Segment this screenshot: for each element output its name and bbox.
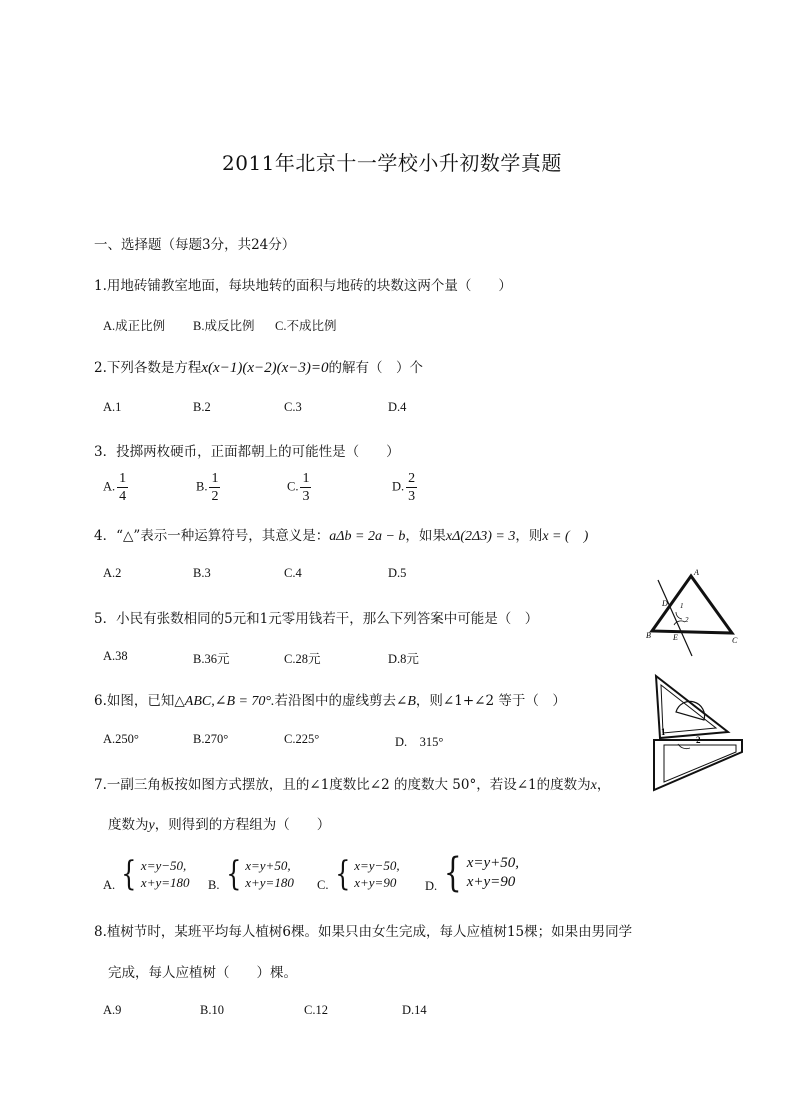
q5-option-c: C.28元 (284, 652, 321, 666)
q6-option-d: D. 315° (395, 735, 444, 749)
q7-option-a: A. { x=y−50, x+y=180 (103, 854, 190, 894)
label-a: A (694, 568, 699, 577)
q1-option-b: B.成反比例 (193, 319, 255, 333)
set-squares-figure (650, 672, 750, 794)
question-2 (94, 356, 423, 377)
label-angle-2: 2 (685, 616, 689, 624)
question-3: 3．投掷两枚硬币，正面都朝上的可能性是（ ） (94, 444, 400, 460)
equation-system: { x=y−50, x+y=90 (334, 854, 400, 894)
question-8-line2: 完成，每人应植树（ ）棵。 (108, 965, 297, 981)
q1-option-c: C.不成比例 (275, 319, 337, 333)
section-header: 一、选择题（每题3分，共24分） (94, 237, 296, 253)
q2-option-c: C.3 (284, 400, 302, 414)
equation-system: { x=y+50, x+y=90 (444, 850, 520, 896)
question-7-line2: 度数为y，则得到的方程组为（ ） (108, 817, 331, 833)
q8-option-a: A.9 (103, 1003, 122, 1017)
q8-option-c: C.12 (304, 1003, 328, 1017)
q3-option-b: B. $\frac{1}{2}$ (196, 471, 219, 504)
q8-option-b: B.10 (200, 1003, 224, 1017)
q4-option-b: B.3 (193, 566, 211, 580)
label-angle-1: 1 (661, 727, 666, 737)
q4-definition: aΔb = 2a − b (329, 529, 406, 544)
q2-option-a: A.1 (103, 400, 122, 414)
question-1: 1.用地砖铺教室地面，每块地转的面积与地砖的块数这两个量（ ） (94, 278, 512, 294)
q6-given: ABC,∠B = 70°. (184, 694, 275, 709)
fraction: $\frac{1}{4}$ (119, 471, 127, 504)
page-title: 2011年北京十一学校小升初数学真题 (222, 151, 562, 175)
q4-option-a: A.2 (103, 566, 122, 580)
label-angle-2: 2 (696, 735, 701, 745)
set-square-bottom (654, 740, 742, 790)
q4-option-d: D.5 (388, 566, 407, 580)
label-c: C (732, 636, 738, 645)
q7-option-b: B. { x=y+50, x+y=180 (208, 854, 294, 894)
q4-condition: xΔ(2Δ3) = 3 (445, 529, 516, 544)
q5-option-d: D.8元 (388, 652, 419, 666)
triangle-figure (640, 562, 750, 662)
q7-option-c: C. { x=y−50, x+y=90 (317, 854, 400, 894)
q4-ask: x = ( ) (542, 529, 589, 544)
q8-option-d: D.14 (402, 1003, 427, 1017)
q3-option-a: A. $\frac{1}{4}$ (103, 471, 127, 504)
q6-option-b: B.270° (193, 732, 229, 746)
label-b: B (646, 631, 651, 640)
q2-option-b: B.2 (193, 400, 211, 414)
q2-equation: x(x−1)(x−2)(x−3)=0 (201, 360, 329, 376)
q2-option-d: D.4 (388, 400, 407, 414)
equation-system: { x=y+50, x+y=180 (225, 854, 294, 894)
q5-option-a: A.38 (103, 649, 128, 663)
q2-prefix: 2.下列各数是方程 (94, 360, 202, 376)
set-square-top (656, 676, 728, 738)
q4-option-c: C.4 (284, 566, 302, 580)
equation-system: { x=y−50, x+y=180 (121, 854, 190, 894)
question-7-line1: 7.一副三角板按如图方式摆放，且的∠1度数比∠2 的度数大 50°，若设∠1的度数为x， (94, 777, 611, 793)
label-angle-1: 1 (680, 602, 684, 610)
q6-option-a: A.250° (103, 732, 139, 746)
question-4: 4．“△”表示一种运算符号，其意义是：aΔb = 2a − b，如果xΔ(2Δ3) = 3，则x = ( ) (94, 528, 589, 544)
label-d: D (662, 599, 668, 608)
q5-option-b: B.36元 (193, 652, 230, 666)
q1-option-a: A.成正比例 (103, 319, 166, 333)
question-8-line1: 8.植树节时，某班平均每人植树6棵。如果只由女生完成，每人应植树15棵；如果由男同学 (94, 924, 633, 940)
question-6: 6.如图，已知△ABC,∠B = 70°.若沿图中的虚线剪去∠B，则∠1+∠2 等于（ ） (94, 693, 566, 709)
q6-option-c: C.225° (284, 732, 320, 746)
q3-option-d: D. $\frac{2}{3}$ (392, 471, 416, 504)
q3-option-c: C. $\frac{1}{3}$ (287, 471, 310, 504)
label-e: E (673, 633, 678, 642)
q7-option-d: D. { x=y+50, x+y=90 (425, 850, 520, 896)
fraction: $\frac{1}{3}$ (302, 471, 310, 504)
fraction: $\frac{2}{3}$ (408, 471, 416, 504)
q2-suffix: 的解有（ ）个 (328, 360, 423, 376)
fraction: $\frac{1}{2}$ (211, 471, 219, 504)
question-5: 5．小民有张数相同的5元和1元零用钱若干，那么下列答案中可能是（ ） (94, 611, 539, 627)
